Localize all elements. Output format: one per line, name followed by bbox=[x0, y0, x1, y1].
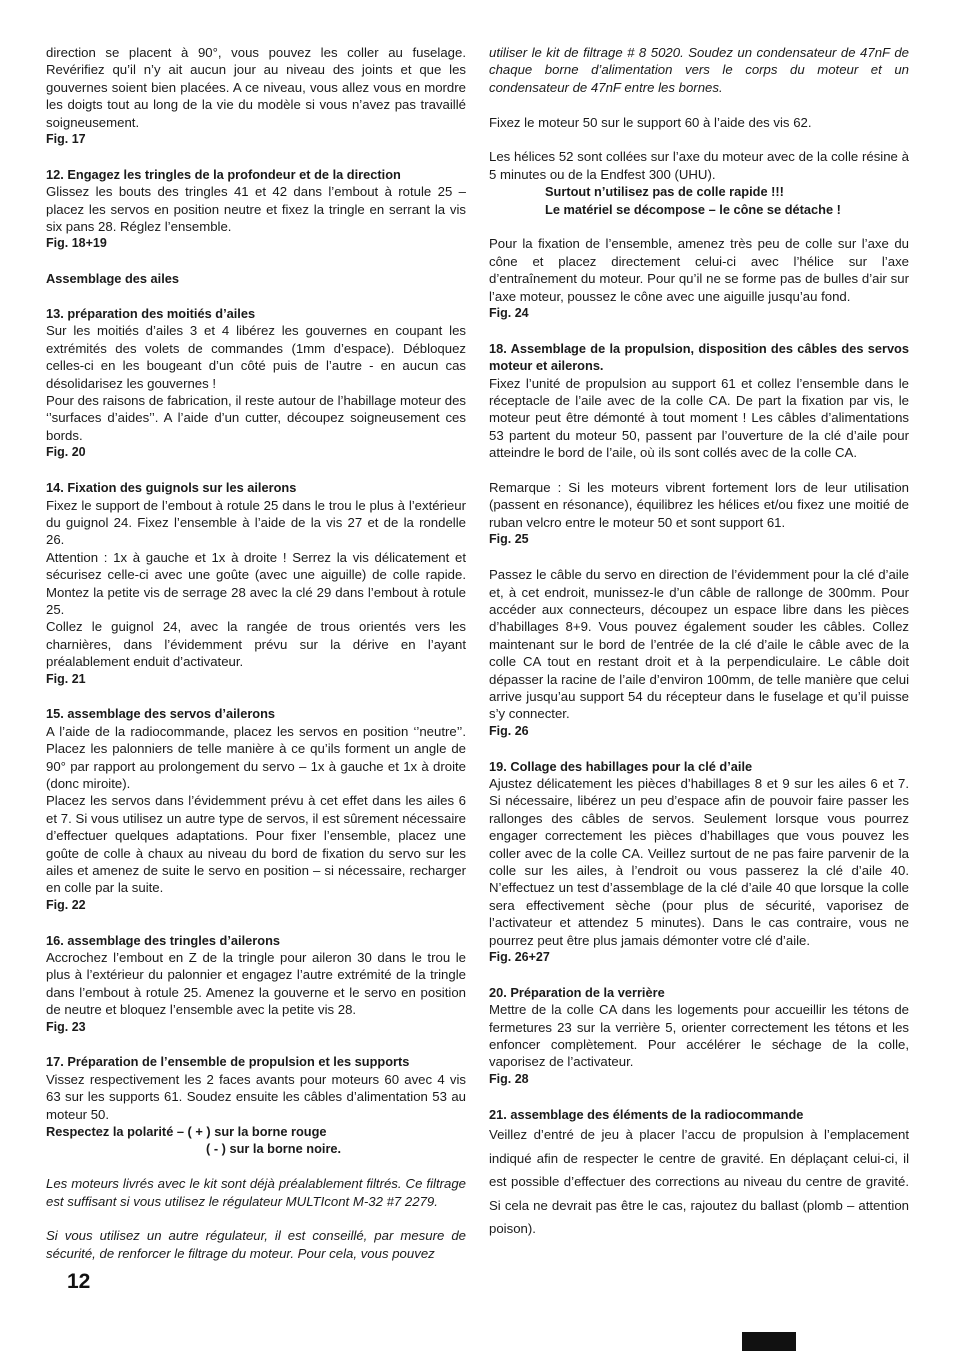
paragraph: Fixez le moteur 50 sur le support 60 à l’aide des vis 62. bbox=[489, 114, 812, 130]
polarity-note: Respectez la polarité – ( + ) sur la borne rouge bbox=[46, 1124, 327, 1140]
figure-ref: Fig. 28 bbox=[489, 1071, 529, 1086]
figure-ref: Fig. 23 bbox=[46, 1019, 86, 1034]
left-column bbox=[46, 44, 466, 1262]
section-heading: 21. assemblage des éléments de la radiocommande bbox=[489, 1106, 804, 1122]
corner-tab bbox=[742, 1332, 796, 1351]
section-heading: 13. préparation des moitiés d’ailes bbox=[46, 306, 256, 322]
paragraph: Remarque : Si les moteurs vibrent fortement lors de leur utilisation (passent en résonance), équilibrez les hélices et/ou fixez une moitié de ruban velcro entre le moteur 50 et sont support 61. bbox=[489, 480, 909, 530]
paragraph: Attention : 1x à gauche et 1x à droite ! Serrez la vis délicatement et sécurisez celle-ci avec une goûte (avec une aiguille) de colle rapide. Montez la petite vis de serrage 28 avec la clé 29 dans l’embout à rotule 25. bbox=[46, 549, 466, 617]
paragraph: Veillez d’entré de jeu à placer l’accu de propulsion à l’emplacement indiqué afin de respecter le centre de gravité. En déplaçant celui-ci, il est possible d’effectuer des corrections au niveau du centre de gravité. Si cela ne devrait pas être le cas, rajoutez du ballast (plomb – attention poison). bbox=[489, 1127, 909, 1237]
paragraph: Sur les moitiés d’ailes 3 et 4 libérez les gouvernes en coupant les extrémités des volets de commandes (1mm d’espace). Débloquez celles-ci en les bougeant d’un côté puis de l’autre - en aucun cas désolidarisez les gouvernes ! bbox=[46, 323, 466, 391]
chapter-heading: Assemblage des ailes bbox=[46, 271, 180, 287]
figure-ref: Fig. 26+27 bbox=[489, 950, 550, 965]
figure-ref: Fig. 24 bbox=[489, 306, 529, 321]
figure-ref: Fig. 22 bbox=[46, 897, 86, 912]
paragraph: Collez le guignol 24, avec la rangée de trous orientés vers les charnières, dans l’évidemment prévu sur la dérive en l’ayant préalablement enduit d’activateur. bbox=[46, 619, 466, 670]
paragraph: Placez les servos dans l’évidemment prévu à cet effet dans les ailes 6 et 7. Si vous utilisez un autre type de servos, il est sûrement nécessaire d’effectuer quelques adaptations. Pour fixer l’ensemble, placez une goûte de colle à chaux au niveau du bord de fixation du servo sur les ailes et amenez de suite le servo en position – si nécessaire, recharger en colle par la suite. bbox=[46, 793, 466, 896]
paragraph: A l’aide de la radiocommande, placez les servos en position ‘’neutre’’. Placez les palonniers de telle manière à ce qu’ils forment un angle de 90° par rapport au prolongement du servo – 1x à gauche et 1x à droite (donc miroite). bbox=[46, 723, 466, 791]
section-heading: 18. Assemblage de la propulsion, disposition des câbles des servos moteur et ailerons. bbox=[489, 340, 909, 374]
figure-ref: Fig. 20 bbox=[46, 445, 86, 460]
paragraph: Pour la fixation de l’ensemble, amenez très peu de colle sur l’axe du cône et placez directement celui-ci avec l’hélice sur l’axe d’entraînement du moteur. Pour qu’il ne se forme pas de bulles d’air sur l’axe moteur, poussez le cône avec une aiguille jusqu’au fond. bbox=[489, 236, 909, 304]
figure-ref: Fig. 26 bbox=[489, 723, 529, 738]
section-heading: 17. Préparation de l’ensemble de propulsion et les supports bbox=[46, 1054, 410, 1070]
paragraph: Les hélices 52 sont collées sur l’axe du moteur avec de la colle résine à 5 minutes ou de la Endfest 300 (UHU). bbox=[489, 149, 909, 182]
section-heading: 20. Préparation de la verrière bbox=[489, 984, 665, 1000]
section-heading: 16. assemblage des tringles d’ailerons bbox=[46, 932, 280, 948]
warning-line: Surtout n’utilisez pas de colle rapide !!! bbox=[545, 184, 784, 200]
section-heading: 15. assemblage des servos d’ailerons bbox=[46, 706, 276, 722]
figure-ref: Fig. 18+19 bbox=[46, 236, 107, 251]
italic-note: Les moteurs livrés avec le kit sont déjà préalablement filtrés. Ce filtrage est suffisant si vous utilisez le régulateur MULTIcont M-32 #7 2279. bbox=[46, 1176, 466, 1209]
paragraph: Pour des raisons de fabrication, il reste autour de l’habillage moteur des ‘’surfaces d’aides’’. A l’aide d’un cutter, découpez soigneusement ces bords. bbox=[46, 393, 466, 443]
paragraph: Accrochez l’embout en Z de la tringle pour aileron 30 dans le trou le plus à l’extérieur du palonnier et engagez l’autre extrémité de la tringle dans l’embout à rotule 25. Amenez la gouverne et le servo en position de neutre et bloquez l’ensemble avec la petite vis 28. bbox=[46, 950, 466, 1018]
loose-paragraph-block bbox=[489, 1123, 909, 1241]
italic-note: utiliser le kit de filtrage # 8 5020. Soudez un condensateur de 47nF de chaque borne d’alimentation vers le corps du moteur et un condensateur de 47nF entre les bornes. bbox=[489, 45, 909, 95]
figure-ref: Fig. 25 bbox=[489, 532, 529, 547]
warning-line: Le matériel se décompose – le cône se détache ! bbox=[545, 201, 841, 217]
paragraph: Vissez respectivement les 2 faces avants pour moteurs 60 avec 4 vis 63 sur les supports 61. Soudez ensuite les câbles d’alimentation 53 au moteur 50. bbox=[46, 1071, 466, 1122]
paragraph: Fixez l’unité de propulsion au support 61 et collez l’ensemble dans le réceptacle de l’aile avec de la colle CA. De part la fixation par vis, le moteur peut être démonté à tout moment ! Les câbles d’alimentations 53 partent du moteur 50, passent par l’ouverture de la clé d’aile pour atteindre le bord de l’aile, où ils sont collés avec de la colle CA. bbox=[489, 375, 909, 461]
figure-ref: Fig. 21 bbox=[46, 671, 86, 686]
paragraph: Glissez les bouts des tringles 41 et 42 dans l’embout à rotule 25 – placez les servos en position neutre et fixez la tringle en serrant la vis six pans 28. Réglez l’ensemble. bbox=[46, 184, 466, 235]
paragraph: Passez le câble du servo en direction de l’évidemment pour la clé d’aile et, à cet endroit, munissez-le d’un câble de rallonge de 300mm. Pour accéder aux connecteurs, découpez un espace libre dans les pièces d’habillages 8+9. Vous pouvez également souder les câbles. Collez maintenant sur le bord de l’entrée de la clé d’aile le câble avec de la colle CA tout en restant droit et à la perpendiculaire. Le câble doit dépasser la racine de l’aile d’environ 100mm, de telle manière que celui arrive jusqu’au support 54 du récepteur dans le fuselage et qu’il puisse s’y connecter. bbox=[489, 567, 909, 722]
section-heading: 19. Collage des habillages pour la clé d’aile bbox=[489, 758, 753, 774]
page-number: 12 bbox=[67, 1270, 91, 1293]
section-heading: 12. Engagez les tringles de la profondeur et de la direction bbox=[46, 166, 401, 182]
paragraph: direction se placent à 90°, vous pouvez les coller au fuselage. Revérifiez qu’il n’y ait aucun jour au niveau des joints et que les gouvernes soient bien placées. A ce niveau, vous allez vous en mordre les doigts tout au long de la vie du modèle si vous n’avez pas travaillé soigneusement. bbox=[46, 45, 466, 130]
right-column bbox=[489, 44, 909, 1241]
section-heading: 14. Fixation des guignols sur les ailerons bbox=[46, 480, 297, 496]
figure-ref: Fig. 17 bbox=[46, 132, 86, 147]
paragraph: Ajustez délicatement les pièces d’habillages 8 et 9 sur les ailes 6 et 7. Si nécessaire, libérez un peu d’espace afin de pouvoir faire passer les rallonges des câbles de servos. Seulement lorsque vous pourrez engager correctement les pièces d’habillages que vous pouvez les coller avec de la colle CA. Veillez surtout de ne pas faire parvenir de la colle sur les ailes, à l’endroit ou vous passerez la clé d’aile 40. N’effectuez un test d’assemblage de la clé d’aile 40 que lorsque la colle sera effectivement sèche (pour plus de sécurité, vaporisez de l’activateur et attendez 5 minutes). Dans le cas contraire, vous ne pourrez peut être plus jamais démonter votre clé d’aile. bbox=[489, 775, 909, 948]
italic-note: Si vous utilisez un autre régulateur, il est conseillé, par mesure de sécurité, de renforcer le filtrage du moteur. Pour cela, vous pouvez bbox=[46, 1228, 466, 1261]
paragraph: Mettre de la colle CA dans les logements pour accueillir les tétons de fermetures 23 sur la verrière 5, orienter correctement les tétons et les enfoncer complètement. Pour accélérer le séchage de la colle, vaporisez de l’activateur. bbox=[489, 1002, 909, 1070]
paragraph: Fixez le support de l’embout à rotule 25 dans le trou le plus à l’extérieur du guignol 24. Fixez l’ensemble à l’aide de la vis 27 et de la rondelle 26. bbox=[46, 497, 466, 548]
polarity-note: ( - ) sur la borne noire. bbox=[206, 1141, 342, 1157]
